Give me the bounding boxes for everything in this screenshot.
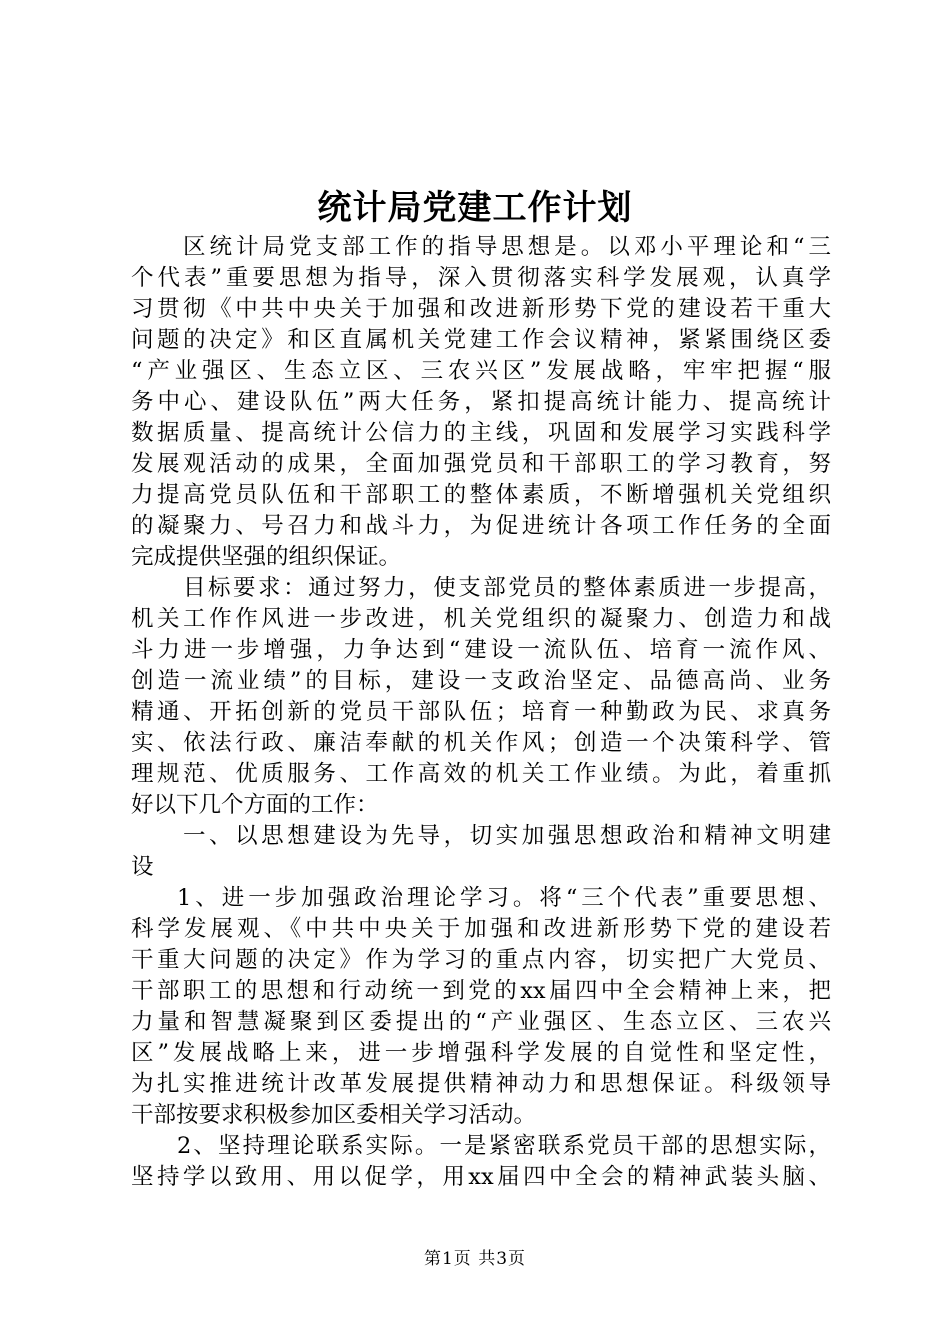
text-line: 为扎实推进统计改革发展提供精神动力和思想保证。科级领导 — [131, 1071, 831, 1097]
text-line: 科学发展观、《中共中央关于加强和改进新形势下党的建设若 — [131, 916, 831, 942]
text-line: 实、依法行政、廉洁奉献的机关作风；创造一个决策科学、管 — [131, 730, 831, 756]
text-line: 干部按要求积极参加区委相关学习活动。 — [131, 1102, 537, 1128]
text-line: 个代表”重要思想为指导，深入贯彻落实科学发展观，认真学 — [131, 265, 831, 291]
text-line: 创造一流业绩”的目标，建设一支政治坚定、品德高尚、业务 — [131, 668, 831, 694]
text-line: 干部职工的思想和行动统一到党的xx届四中全会精神上来，把 — [131, 978, 831, 1004]
section-heading: 设 — [131, 854, 154, 880]
text-line: 理规范、优质服务、工作高效的机关工作业绩。为此，着重抓 — [131, 761, 831, 787]
text-line: 数据质量、提高统计公信力的主线，巩固和发展学习实践科学 — [131, 420, 831, 446]
text-line: 1、进一步加强政治理论学习。将“三个代表”重要思想、 — [177, 885, 831, 911]
text-line: 2、坚持理论联系实际。一是紧密联系党员干部的思想实际， — [177, 1133, 831, 1159]
text-line: 习贯彻《中共中央关于加强和改进新形势下党的建设若干重大 — [131, 296, 831, 322]
text-line: 区统计局党支部工作的指导思想是。以邓小平理论和“三 — [183, 234, 831, 260]
text-line: 坚持学以致用、用以促学，用xx届四中全会的精神武装头脑、 — [131, 1164, 831, 1190]
section-heading: 一、以思想建设为先导，切实加强思想政治和精神文明建 — [183, 823, 831, 849]
text-line: 的凝聚力、号召力和战斗力，为促进统计各项工作任务的全面 — [131, 513, 831, 539]
text-line: 区”发展战略上来，进一步增强科学发展的自觉性和坚定性， — [131, 1040, 831, 1066]
text-line: 精通、开拓创新的党员干部队伍；培育一种勤政为民、求真务 — [131, 699, 831, 725]
text-line: 干重大问题的决定》作为学习的重点内容，切实把广大党员、 — [131, 947, 831, 973]
page-footer: 第1页 共3页 — [423, 1249, 527, 1269]
text-line: 机关工作作风进一步改进，机关党组织的凝聚力、创造力和战 — [131, 606, 831, 632]
document-body — [131, 232, 831, 1193]
document-title: 统计局党建工作计划 — [317, 188, 633, 228]
text-line: 力量和智慧凝聚到区委提出的“产业强区、生态立区、三农兴 — [131, 1009, 831, 1035]
text-line: 目标要求：通过努力，使支部党员的整体素质进一步提高， — [183, 575, 831, 601]
text-line: 问题的决定》和区直属机关党建工作会议精神，紧紧围绕区委 — [131, 327, 831, 353]
text-line: “产业强区、生态立区、三农兴区”发展战略，牢牢把握“服 — [131, 358, 831, 384]
text-line: 好以下几个方面的工作： — [131, 792, 379, 818]
text-line: 发展观活动的成果，全面加强党员和干部职工的学习教育，努 — [131, 451, 831, 477]
text-line: 务中心、建设队伍”两大任务，紧扣提高统计能力、提高统计 — [131, 389, 831, 415]
text-line: 斗力进一步增强，力争达到“建设一流队伍、培育一流作风、 — [131, 637, 831, 663]
text-line: 力提高党员队伍和干部职工的整体素质，不断增强机关党组织 — [131, 482, 831, 508]
text-line: 完成提供坚强的组织保证。 — [131, 544, 402, 570]
